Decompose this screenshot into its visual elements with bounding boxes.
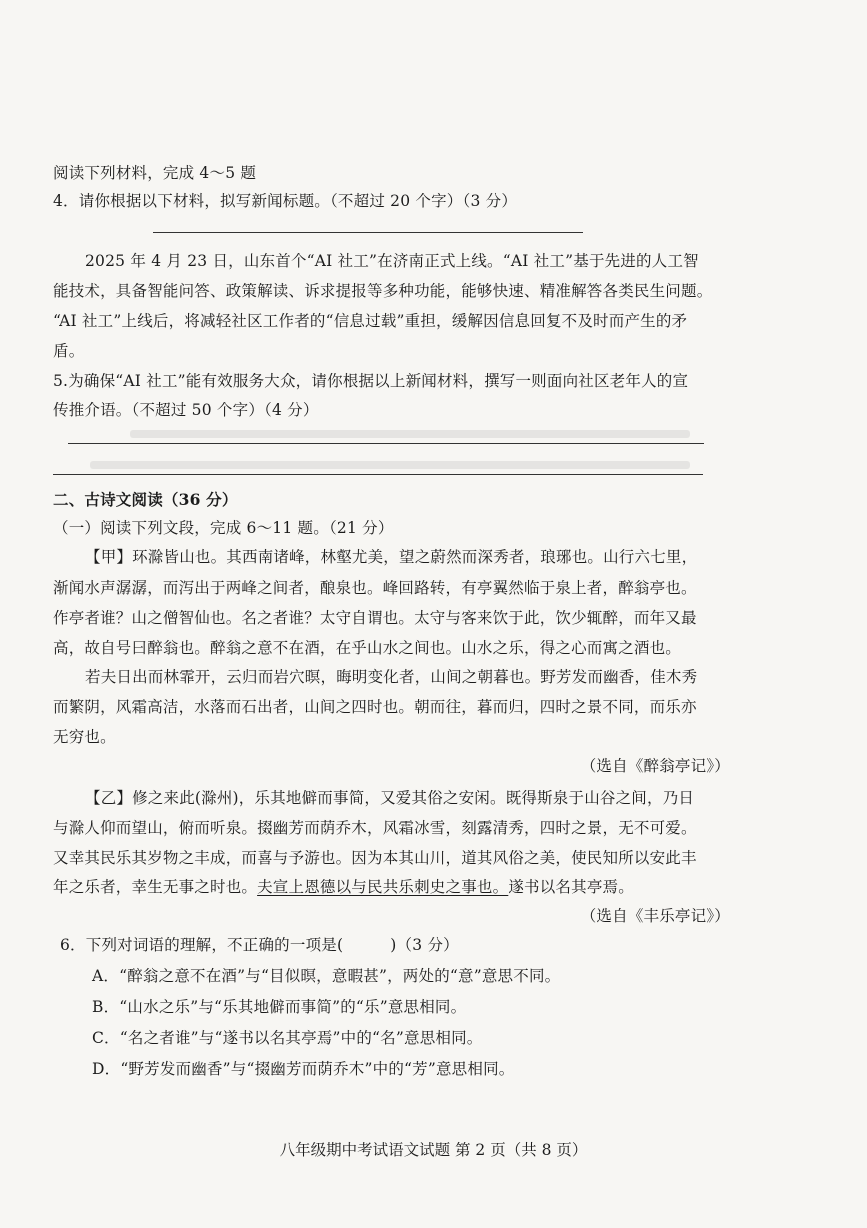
jia-line-4: 高，故自号曰醉翁也。醉翁之意不在酒，在乎山水之间也。山水之乐，得之心而寓之酒也。 bbox=[53, 639, 682, 657]
answer-line-5a bbox=[68, 443, 704, 444]
yi-line-1: 【乙】修之来此(滁州)，乐其地僻而事简，又爱其俗之安闲。既得斯泉于山谷之间，乃日 bbox=[85, 789, 695, 807]
page-footer: 八年级期中考试语文试题 第 2 页（共 8 页） bbox=[279, 1141, 588, 1159]
option-d: D．“野芳发而幽香”与“掇幽芳而荫乔木”中的“芳”意思相同。 bbox=[92, 1060, 515, 1078]
jia2-line-2: 而繁阴，风霜高洁，水落而石出者，山间之四时也。朝而往，暮而归，四时之景不同，而乐亦 bbox=[53, 698, 697, 716]
yi-line-4-start: 年之乐者，幸生无事之时也。 bbox=[53, 878, 258, 896]
jia-line-1: 【甲】环滁皆山也。其西南诸峰，林壑尤美，望之蔚然而深秀者，琅琊也。山行六七里， bbox=[85, 548, 698, 566]
news-line-1: 2025 年 4 月 23 日，山东首个“AI 社工”在济南正式上线。“AI 社工”基于先进的人工智 bbox=[85, 252, 699, 270]
jia2-line-3: 无穷也。 bbox=[53, 728, 116, 746]
option-a: A．“醉翁之意不在酒”与“目似暝，意暇甚”，两处的“意”意思不同。 bbox=[92, 967, 561, 985]
question-5-line-2: 传推介语。（不超过 50 个字）（4 分） bbox=[53, 401, 319, 419]
part-1-heading: （一）阅读下列文段，完成 6～11 题。（21 分） bbox=[53, 519, 394, 537]
news-line-4: 盾。 bbox=[53, 342, 85, 360]
yi-line-2: 与滁人仰而望山，俯而听泉。掇幽芳而荫乔木，风霜冰雪，刻露清秀，四时之景，无不可爱。 bbox=[53, 819, 697, 837]
yi-line-4-end: 遂书以名其亭焉。 bbox=[508, 878, 634, 896]
jia-line-2: 渐闻水声潺潺，而泻出于两峰之间者，酿泉也。峰回路转，有亭翼然临于泉上者，醉翁亭也。 bbox=[53, 579, 697, 597]
question-4: 4．请你根据以下材料，拟写新闻标题。（不超过 20 个字）（3 分） bbox=[53, 192, 518, 210]
option-b: B．“山水之乐”与“乐其地僻而事简”的“乐”意思相同。 bbox=[92, 998, 467, 1016]
scan-smudge bbox=[90, 461, 690, 469]
yi-line-3: 又幸其民乐其岁物之丰成，而喜与予游也。因为本其山川，道其风俗之美，使民知所以安此丰 bbox=[53, 849, 697, 867]
jia2-line-1: 若夫日出而林霏开，云归而岩穴暝，晦明变化者，山间之朝暮也。野芳发而幽香，佳木秀 bbox=[85, 668, 698, 686]
question-5-line-1: 5.为确保“AI 社工”能有效服务大众，请你根据以上新闻材料，撰写一则面向社区老年人的宣 bbox=[53, 372, 689, 390]
source-jia: （选自《醉翁亭记》） bbox=[580, 757, 730, 775]
instructions-4-5: 阅读下列材料，完成 4～5 题 bbox=[53, 164, 257, 182]
answer-line-5b bbox=[53, 474, 703, 475]
source-yi: （选自《丰乐亭记》） bbox=[580, 907, 730, 925]
jia-line-3: 作亭者谁？山之僧智仙也。名之者谁？太守自谓也。太守与客来饮于此，饮少辄醉，而年又最 bbox=[53, 609, 697, 627]
news-line-2: 能技术，具备智能问答、政策解读、诉求提报等多种功能，能够快速、精准解答各类民生问题。 bbox=[53, 282, 713, 300]
option-c: C．“名之者谁”与“遂书以名其亭焉”中的“名”意思相同。 bbox=[92, 1029, 483, 1047]
yi-underlined-sentence: 夫宣上恩德以与民共乐刺史之事也。 bbox=[257, 878, 509, 896]
yi-line-4 bbox=[53, 877, 743, 897]
news-line-3: “AI 社工”上线后，将减轻社区工作者的“信息过载”重担，缓解因信息回复不及时而产生的矛 bbox=[53, 312, 688, 330]
scan-smudge bbox=[130, 430, 690, 438]
question-6: 6．下列对词语的理解，不正确的一项是( )（3 分） bbox=[60, 936, 459, 954]
answer-line-4 bbox=[153, 232, 583, 233]
section-2-heading: 二、古诗文阅读（36 分） bbox=[53, 490, 238, 509]
